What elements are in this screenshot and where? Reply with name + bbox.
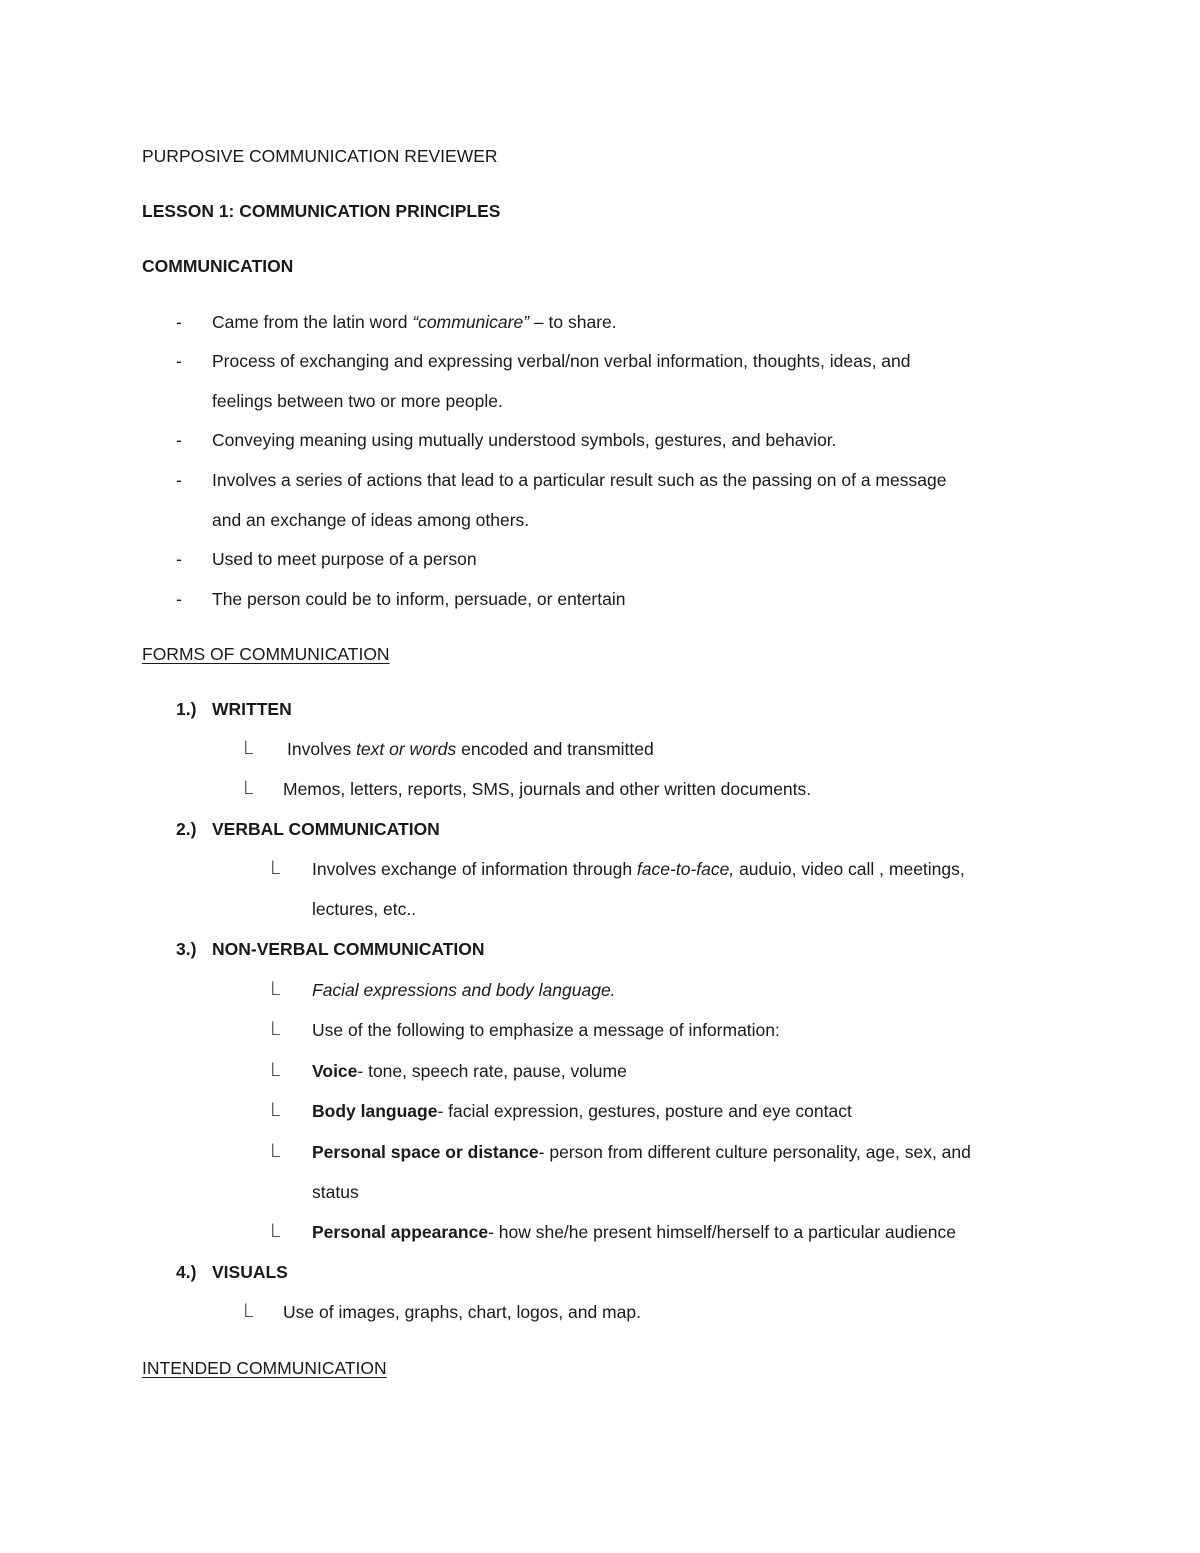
sub-bullet-text: Involves text or words encoded and transmitted bbox=[287, 739, 654, 759]
list-number: 1.) bbox=[176, 699, 197, 719]
sub-bullet-text: Use of images, graphs, chart, logos, and map. bbox=[283, 1302, 641, 1322]
bullet-dash: - bbox=[176, 589, 182, 609]
sub-bullet-text: Use of the following to emphasize a message of information: bbox=[312, 1020, 780, 1040]
lesson-heading: LESSON 1: COMMUNICATION PRINCIPLES bbox=[142, 201, 501, 221]
section-heading-communication: COMMUNICATION bbox=[142, 256, 294, 276]
sub-bullet-icon: L bbox=[270, 1140, 281, 1162]
sub-bullet-icon: L bbox=[270, 1059, 281, 1081]
sub-bullet-text: Personal space or distance- person from different culture personality, age, sex, and bbox=[312, 1142, 971, 1162]
sub-bullet-icon: L bbox=[270, 1099, 281, 1121]
bullet-text: The person could be to inform, persuade, or entertain bbox=[212, 589, 626, 609]
section-heading-forms: FORMS OF COMMUNICATION bbox=[142, 644, 390, 664]
list-heading: NON-VERBAL COMMUNICATION bbox=[212, 939, 485, 959]
sub-bullet-icon: L bbox=[270, 978, 281, 1000]
sub-bullet-text: Involves exchange of information through face-to-face, auduio, video call , meetings, bbox=[312, 859, 965, 879]
sub-bullet-text-continued: status bbox=[312, 1182, 359, 1202]
bullet-text-continued: feelings between two or more people. bbox=[212, 391, 503, 411]
sub-bullet-text: Facial expressions and body language. bbox=[312, 980, 616, 1000]
sub-bullet-text: Body language- facial expression, gestures, posture and eye contact bbox=[312, 1101, 852, 1121]
bullet-dash: - bbox=[176, 430, 182, 450]
bullet-dash: - bbox=[176, 549, 182, 569]
sub-bullet-icon: L bbox=[243, 777, 254, 799]
bullet-text: Conveying meaning using mutually understood symbols, gestures, and behavior. bbox=[212, 430, 837, 450]
bullet-text: Used to meet purpose of a person bbox=[212, 549, 477, 569]
list-heading: VERBAL COMMUNICATION bbox=[212, 819, 440, 839]
bullet-dash: - bbox=[176, 312, 182, 332]
sub-bullet-icon: L bbox=[243, 1300, 254, 1322]
bullet-dash: - bbox=[176, 470, 182, 490]
list-heading: WRITTEN bbox=[212, 699, 292, 719]
section-heading-intended: INTENDED COMMUNICATION bbox=[142, 1358, 387, 1378]
bullet-text: Process of exchanging and expressing verbal/non verbal information, thoughts, ideas, and bbox=[212, 351, 911, 371]
sub-bullet-text: Memos, letters, reports, SMS, journals and other written documents. bbox=[283, 779, 812, 799]
bullet-text: Came from the latin word “communicare” – to share. bbox=[212, 312, 617, 332]
list-number: 3.) bbox=[176, 939, 197, 959]
sub-bullet-text: Voice- tone, speech rate, pause, volume bbox=[312, 1061, 627, 1081]
sub-bullet-icon: L bbox=[270, 1018, 281, 1040]
sub-bullet-icon: L bbox=[270, 1220, 281, 1242]
bullet-text: Involves a series of actions that lead to a particular result such as the passing on of a message bbox=[212, 470, 947, 490]
document-title: PURPOSIVE COMMUNICATION REVIEWER bbox=[142, 146, 498, 166]
sub-bullet-icon: L bbox=[243, 737, 254, 759]
list-number: 4.) bbox=[176, 1262, 197, 1282]
sub-bullet-text: Personal appearance- how she/he present himself/herself to a particular audience bbox=[312, 1222, 956, 1242]
sub-bullet-text-continued: lectures, etc.. bbox=[312, 899, 417, 919]
list-heading: VISUALS bbox=[212, 1262, 288, 1282]
list-number: 2.) bbox=[176, 819, 197, 839]
bullet-text-continued: and an exchange of ideas among others. bbox=[212, 510, 530, 530]
sub-bullet-icon: L bbox=[270, 857, 281, 879]
bullet-dash: - bbox=[176, 351, 182, 371]
